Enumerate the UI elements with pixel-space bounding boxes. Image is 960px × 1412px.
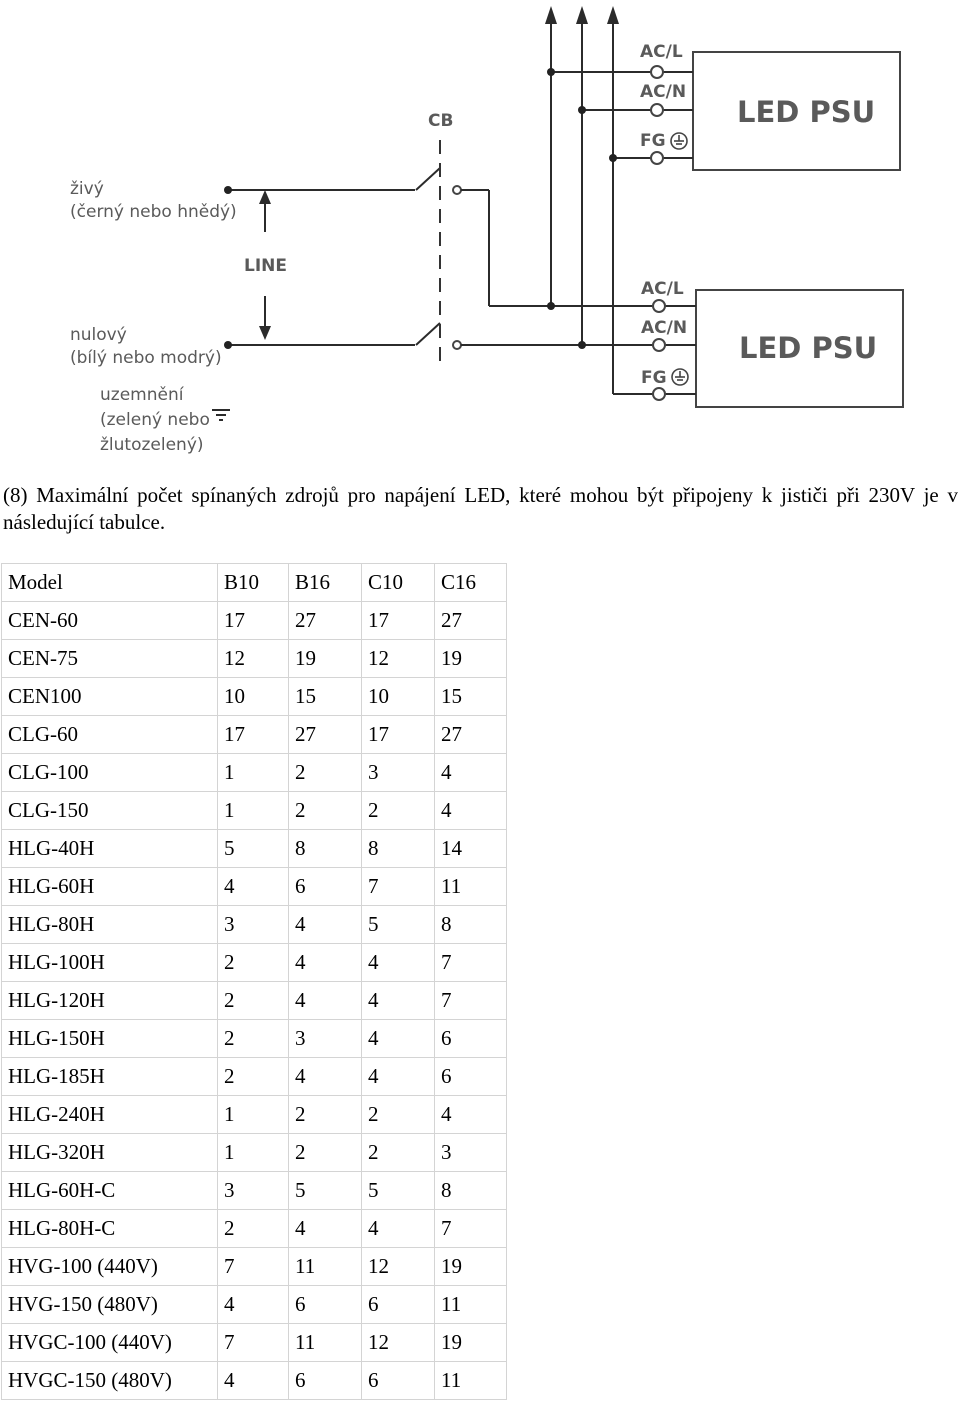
value-cell: 15 — [435, 678, 507, 716]
value-cell: 7 — [435, 944, 507, 982]
value-cell: 2 — [289, 1134, 362, 1172]
value-cell: 3 — [289, 1020, 362, 1058]
table-row — [2, 754, 507, 792]
breaker-capacity-table — [1, 563, 507, 1400]
psu-1-acl-label: AC/L — [640, 42, 683, 62]
value-cell: 11 — [435, 868, 507, 906]
value-cell: 2 — [218, 1020, 289, 1058]
value-cell: C10 — [362, 564, 435, 602]
value-cell: 2 — [362, 1134, 435, 1172]
value-cell: 4 — [435, 792, 507, 830]
breaker-contact — [416, 323, 440, 345]
table-row — [2, 640, 507, 678]
value-cell: 7 — [218, 1248, 289, 1286]
value-cell: 17 — [362, 716, 435, 754]
table-row — [2, 792, 507, 830]
value-cell: 6 — [435, 1058, 507, 1096]
table-row — [2, 1210, 507, 1248]
psu-1-fg-label: FG — [640, 131, 666, 151]
table-row — [2, 906, 507, 944]
value-cell: 1 — [218, 1096, 289, 1134]
live-label-2: (černý nebo hnědý) — [70, 202, 237, 222]
arrow-down-icon — [259, 296, 271, 340]
model-cell: CEN-60 — [2, 602, 218, 640]
value-cell: 5 — [218, 830, 289, 868]
value-cell: 4 — [289, 906, 362, 944]
live-terminal — [224, 186, 232, 194]
table-row — [2, 1362, 507, 1400]
value-cell: 3 — [218, 906, 289, 944]
value-cell: 7 — [435, 1210, 507, 1248]
value-cell: 4 — [218, 1286, 289, 1324]
value-cell: 12 — [362, 640, 435, 678]
value-cell: 7 — [218, 1324, 289, 1362]
value-cell: 3 — [218, 1172, 289, 1210]
psu-2-acn-label: AC/N — [641, 318, 688, 338]
value-cell: 17 — [218, 602, 289, 640]
value-cell: 5 — [289, 1172, 362, 1210]
value-cell: 3 — [362, 754, 435, 792]
breaker-terminal — [453, 341, 461, 349]
model-cell: HVGC-100 (440V) — [2, 1324, 218, 1362]
table-row — [2, 1248, 507, 1286]
terminal-acl — [651, 66, 663, 78]
model-cell: HLG-120H — [2, 982, 218, 1020]
value-cell: 27 — [435, 716, 507, 754]
neutral-label-2: (bílý nebo modrý) — [70, 348, 222, 368]
value-cell: 19 — [435, 640, 507, 678]
model-cell: HVG-150 (480V) — [2, 1286, 218, 1324]
value-cell: 5 — [362, 1172, 435, 1210]
value-cell: 4 — [289, 1210, 362, 1248]
value-cell: 2 — [218, 982, 289, 1020]
value-cell: 15 — [289, 678, 362, 716]
value-cell: 2 — [218, 944, 289, 982]
value-cell: C16 — [435, 564, 507, 602]
value-cell: 4 — [435, 1096, 507, 1134]
model-cell: HLG-240H — [2, 1096, 218, 1134]
terminal-acn — [653, 339, 665, 351]
value-cell: 19 — [435, 1248, 507, 1286]
table-row — [2, 1172, 507, 1210]
earth-ground-icon — [671, 133, 687, 149]
ground-label-3: žlutozelený) — [100, 435, 204, 455]
value-cell: 4 — [362, 944, 435, 982]
value-cell: 17 — [218, 716, 289, 754]
value-cell: 2 — [362, 792, 435, 830]
value-cell: 12 — [218, 640, 289, 678]
value-cell: 6 — [362, 1286, 435, 1324]
caption-paragraph: (8) Maximální počet spínaných zdrojů pro napájení LED, které mohou být připojeny k jističi při 230V je v následující tabulce. — [3, 483, 958, 534]
value-cell: 2 — [218, 1058, 289, 1096]
model-cell: HLG-60H — [2, 868, 218, 906]
model-cell: HLG-320H — [2, 1134, 218, 1172]
value-cell: 4 — [362, 1210, 435, 1248]
value-cell: 10 — [218, 678, 289, 716]
model-cell: CLG-150 — [2, 792, 218, 830]
value-cell: 4 — [218, 1362, 289, 1400]
arrow-up-icon — [576, 6, 588, 345]
psu-1-acn-label: AC/N — [640, 82, 687, 102]
value-cell: 14 — [435, 830, 507, 868]
table-row — [2, 830, 507, 868]
value-cell: 4 — [289, 1058, 362, 1096]
value-cell: 4 — [362, 1058, 435, 1096]
led-psu-1 — [547, 42, 900, 170]
model-cell: HVG-100 (440V) — [2, 1248, 218, 1286]
value-cell: 2 — [289, 1096, 362, 1134]
line-label: LINE — [244, 256, 287, 276]
breaker-contact — [416, 168, 440, 190]
led-psu-2 — [547, 279, 903, 407]
breaker-terminal — [453, 186, 461, 194]
neutral-terminal — [224, 341, 232, 349]
model-cell: CEN100 — [2, 678, 218, 716]
table-row — [2, 1324, 507, 1362]
value-cell: 7 — [362, 868, 435, 906]
table-row — [2, 1058, 507, 1096]
model-cell: CEN-75 — [2, 640, 218, 678]
terminal-fg — [653, 388, 665, 400]
model-cell: HLG-150H — [2, 1020, 218, 1058]
table-row — [2, 678, 507, 716]
model-cell: CLG-60 — [2, 716, 218, 754]
terminal-acl — [653, 300, 665, 312]
value-cell: 6 — [289, 1286, 362, 1324]
table-row — [2, 716, 507, 754]
value-cell: 1 — [218, 754, 289, 792]
value-cell: 4 — [362, 982, 435, 1020]
value-cell: B10 — [218, 564, 289, 602]
value-cell: 7 — [435, 982, 507, 1020]
table-row — [2, 982, 507, 1020]
value-cell: 5 — [362, 906, 435, 944]
value-cell: 4 — [289, 982, 362, 1020]
arrow-up-icon — [607, 6, 619, 394]
value-cell: 6 — [435, 1020, 507, 1058]
table-row — [2, 1134, 507, 1172]
value-cell: 4 — [362, 1020, 435, 1058]
arrow-up-icon — [259, 190, 271, 232]
value-cell: 27 — [435, 602, 507, 640]
value-cell: 11 — [289, 1324, 362, 1362]
value-cell: 11 — [435, 1362, 507, 1400]
value-cell: 11 — [289, 1248, 362, 1286]
value-cell: 19 — [435, 1324, 507, 1362]
earth-ground-icon — [672, 369, 688, 385]
terminal-fg — [651, 152, 663, 164]
model-cell: HVGC-150 (480V) — [2, 1362, 218, 1400]
model-cell: HLG-80H — [2, 906, 218, 944]
value-cell: 4 — [289, 944, 362, 982]
value-cell: 4 — [218, 868, 289, 906]
value-cell: 8 — [289, 830, 362, 868]
arrow-up-icon — [545, 6, 557, 306]
value-cell: B16 — [289, 564, 362, 602]
table-header-row — [2, 564, 507, 602]
psu-2-acl-label: AC/L — [641, 279, 684, 299]
value-cell: 19 — [289, 640, 362, 678]
live-label-1: živý — [70, 179, 104, 199]
model-cell: HLG-80H-C — [2, 1210, 218, 1248]
value-cell: 17 — [362, 602, 435, 640]
value-cell: 8 — [362, 830, 435, 868]
table-row — [2, 1020, 507, 1058]
value-cell: 3 — [435, 1134, 507, 1172]
neutral-label-1: nulový — [70, 325, 127, 345]
value-cell: 12 — [362, 1324, 435, 1362]
value-cell: 11 — [435, 1286, 507, 1324]
value-cell: 1 — [218, 1134, 289, 1172]
value-cell: 2 — [289, 792, 362, 830]
table-row — [2, 944, 507, 982]
ground-label-1: uzemnění — [100, 385, 184, 405]
value-cell: 1 — [218, 792, 289, 830]
psu-2-fg-label: FG — [641, 368, 667, 388]
value-cell: 27 — [289, 602, 362, 640]
model-cell: Model — [2, 564, 218, 602]
psu-2-label: LED PSU — [739, 331, 878, 365]
value-cell: 10 — [362, 678, 435, 716]
value-cell: 8 — [435, 1172, 507, 1210]
table-row — [2, 1096, 507, 1134]
model-cell: HLG-100H — [2, 944, 218, 982]
value-cell: 12 — [362, 1248, 435, 1286]
cb-label: CB — [428, 111, 454, 131]
model-cell: CLG-100 — [2, 754, 218, 792]
value-cell: 4 — [435, 754, 507, 792]
value-cell: 6 — [289, 868, 362, 906]
ground-label-2: (zelený nebo — [100, 410, 210, 430]
table-row — [2, 1286, 507, 1324]
value-cell: 2 — [362, 1096, 435, 1134]
model-cell: HLG-40H — [2, 830, 218, 868]
value-cell: 2 — [289, 754, 362, 792]
value-cell: 8 — [435, 906, 507, 944]
value-cell: 27 — [289, 716, 362, 754]
value-cell: 6 — [362, 1362, 435, 1400]
wiring-diagram — [0, 0, 960, 465]
value-cell: 6 — [289, 1362, 362, 1400]
table-row — [2, 868, 507, 906]
psu-1-label: LED PSU — [737, 95, 876, 129]
model-cell: HLG-185H — [2, 1058, 218, 1096]
table-row — [2, 602, 507, 640]
terminal-acn — [651, 104, 663, 116]
model-cell: HLG-60H-C — [2, 1172, 218, 1210]
value-cell: 2 — [218, 1210, 289, 1248]
